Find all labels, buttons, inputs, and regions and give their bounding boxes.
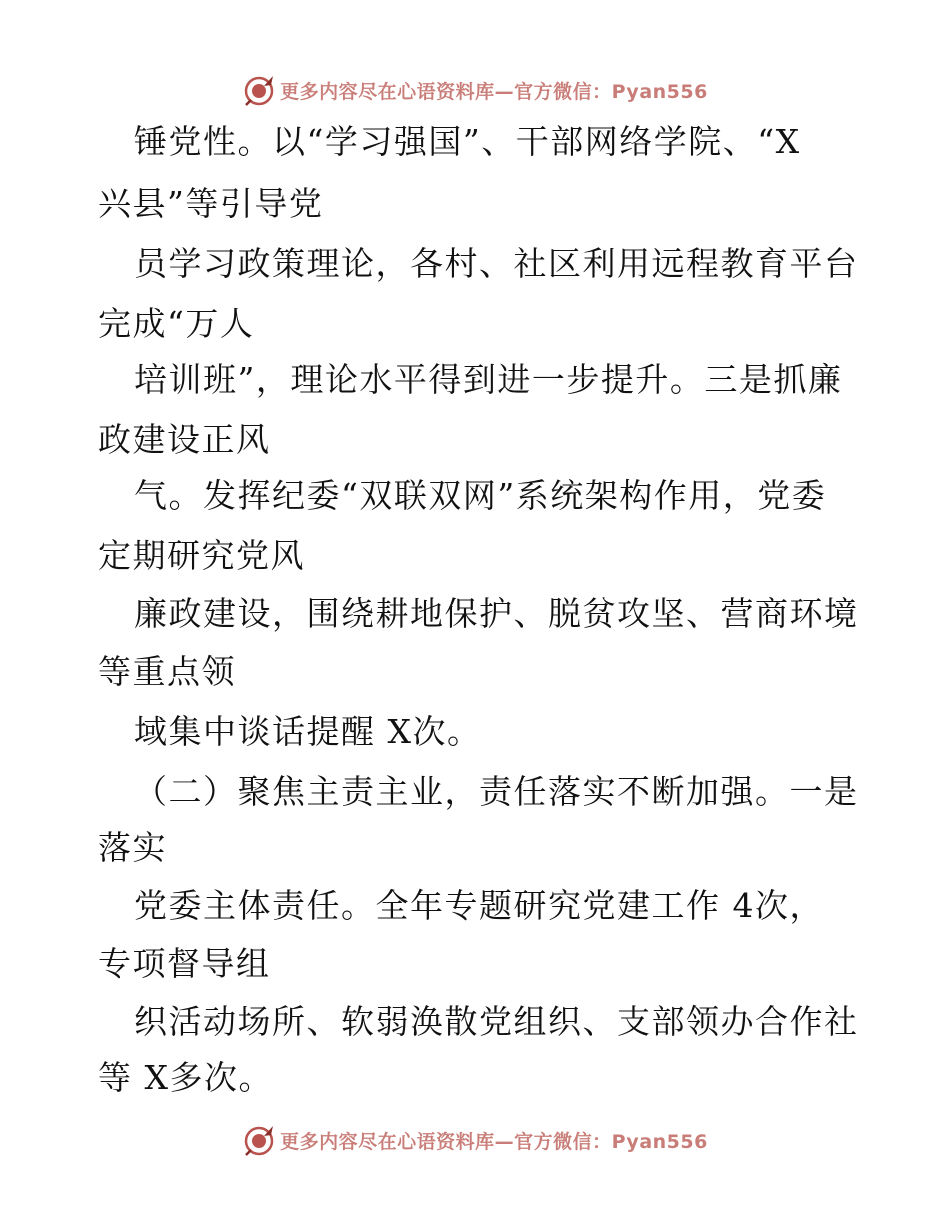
text-line: 兴县”等引导党 [98,184,324,223]
text-line: （二）聚焦主责主业，责任落实不断加强。一是 [134,772,859,811]
text-line: 完成“万人 [98,304,255,343]
footer-watermark-banner [0,1120,950,1160]
quill-seal-icon [242,1123,276,1157]
text-line: 等重点领 [98,652,236,691]
header-watermark-banner [0,70,950,110]
text-line: 员学习政策理论，各村、社区利用远程教育平台 [134,244,859,283]
text-line: 织活动场所、软弱涣散党组织、支部领办合作社 [134,1002,859,1041]
text-line: 落实 [98,828,167,867]
text-line: 锤党性。以“学习强国”、干部网络学院、“X [134,122,801,161]
text-line: 域集中谈话提醒 X次。 [134,712,482,751]
watermark-text: 更多内容尽在心语资料库—官方微信：Pyan556 [280,80,708,103]
text-line: 党委主体责任。全年专题研究党建工作 4次， [134,886,824,925]
text-line: 政建设正风 [98,420,271,459]
watermark-text: 更多内容尽在心语资料库—官方微信：Pyan556 [280,1130,708,1153]
text-line: 等 X多次。 [98,1058,273,1097]
text-line: 气。发挥纪委“双联双网”系统架构作用，党委 [134,476,827,515]
text-line: 廉政建设，围绕耕地保护、脱贫攻坚、营商环境 [134,594,859,633]
quill-seal-icon [242,73,276,107]
text-line: 培训班”，理论水平得到进一步提升。三是抓廉 [134,360,843,399]
text-line: 专项督导组 [98,944,271,983]
text-line: 定期研究党风 [98,536,305,575]
